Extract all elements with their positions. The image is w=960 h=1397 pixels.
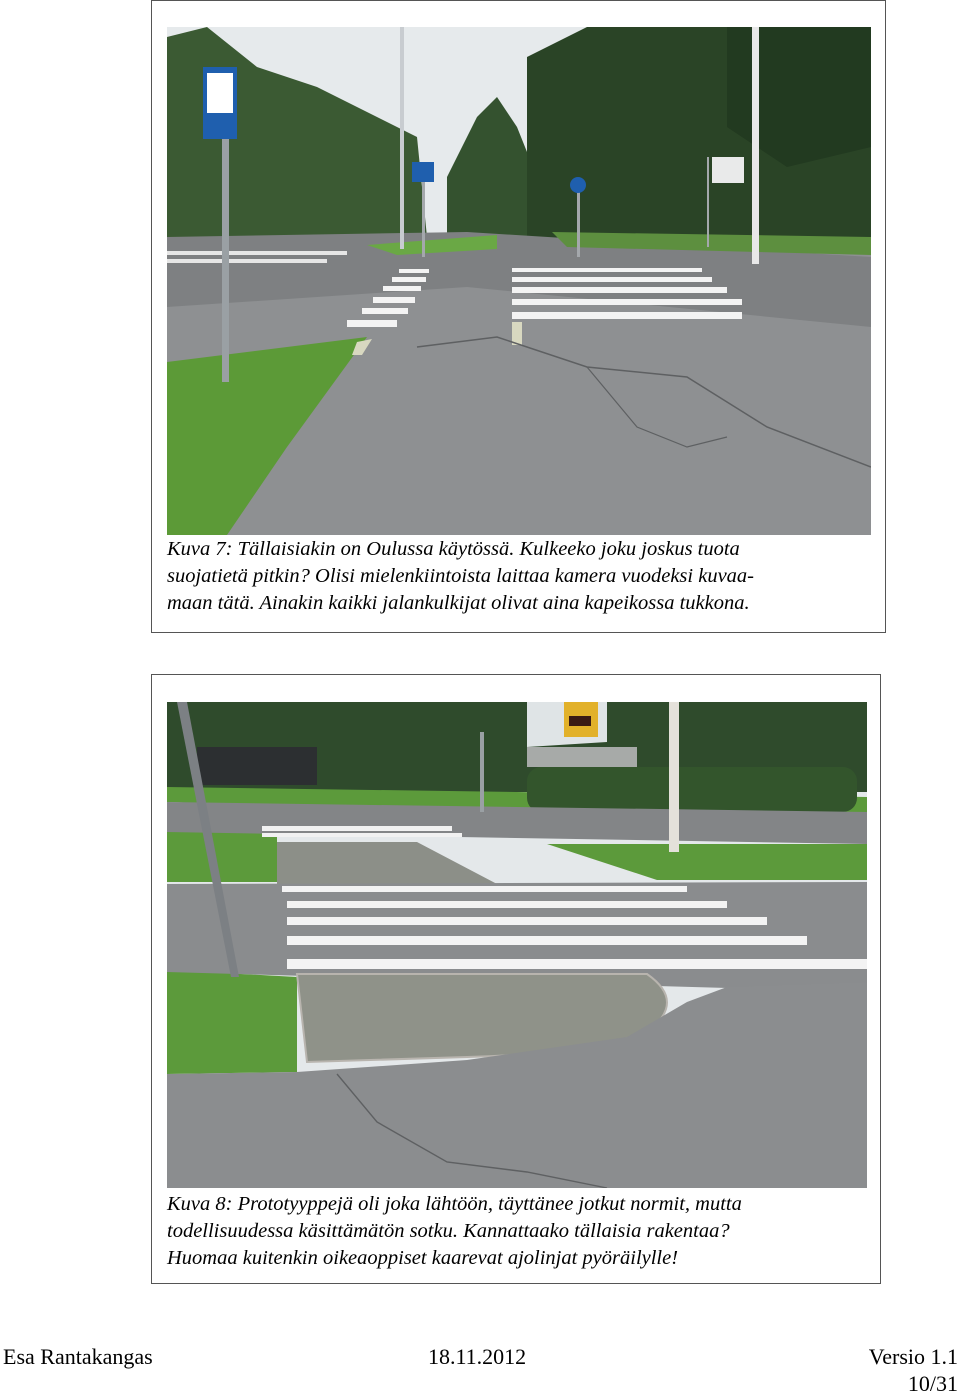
crosswalk-photo-2 [167,702,867,1188]
figure-7 [151,0,886,633]
caption-line: Huomaa kuitenkin oikeaoppiset kaarevat ajolinjat pyöräilylle! [167,1247,679,1269]
caption-line: Kuva 8: Prototyyppejä oli joka lähtöön, täyttänee jotkut normit, mutta [167,1193,742,1215]
footer-version: Versio 1.1 [868,1344,958,1369]
figure-8 [151,674,881,1284]
footer-author: Esa Rantakangas [3,1344,153,1369]
footer-page-number: 10/31 [907,1371,958,1396]
figure-8-photo [167,702,867,1188]
caption-line: maan tätä. Ainakin kaikki jalankulkijat olivat aina kapeikossa tukkona. [167,592,750,614]
caption-line: todellisuudessa käsittämätön sotku. Kannattaako tällaisia rakentaa? [167,1220,730,1242]
footer-date: 18.11.2012 [428,1344,527,1369]
caption-line: suojatietä pitkin? Olisi mielenkiintoista laittaa kamera vuodeksi kuvaa- [167,565,754,587]
figure-7-photo [167,27,871,535]
figure-8-caption [167,1191,742,1272]
caption-line: Kuva 7: Tällaisiakin on Oulussa käytössä. Kulkeeko joku joskus tuota [167,538,740,560]
crosswalk-photo-1 [167,27,871,535]
figure-7-caption [167,536,754,617]
